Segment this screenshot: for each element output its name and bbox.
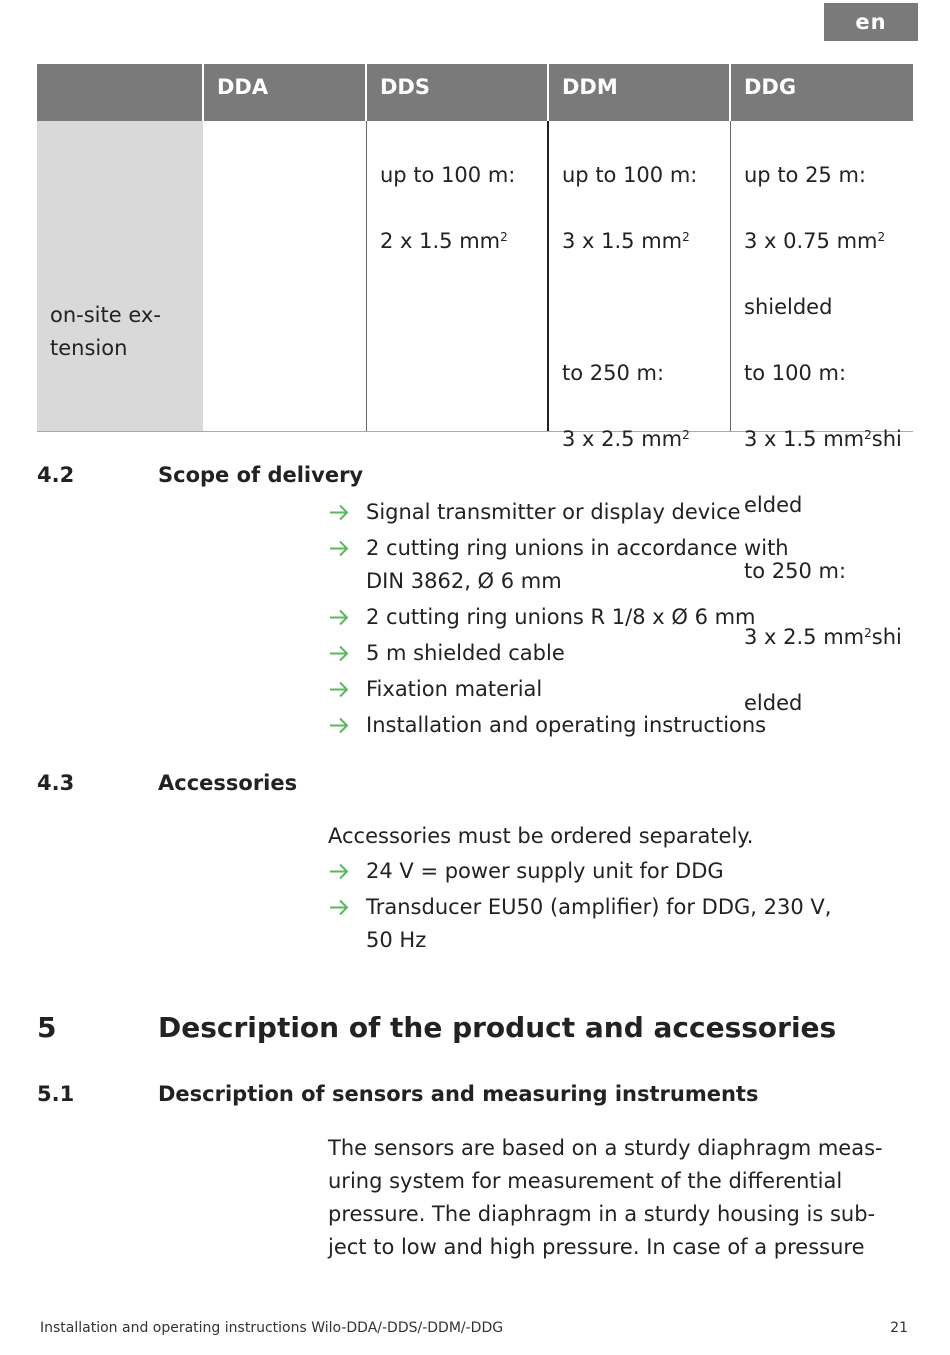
list-item-text: 24 V = power supply unit for DDG — [366, 859, 724, 883]
list-item — [328, 496, 789, 529]
list-item — [328, 532, 789, 598]
list-item — [328, 891, 831, 957]
sensors-description: The sensors are based on a sturdy diaphragm meas- uring system for measurement of the differential pressure. The diaphragm in a sturdy housing is sub- ject to low and high pressure. In case of a pressure — [328, 1136, 883, 1259]
col-header-ddm: DDM — [562, 75, 618, 99]
arrow-right-icon — [328, 855, 354, 888]
list-item-text: 2 cutting ring unions R 1/8 x Ø 6 mm — [366, 605, 756, 629]
arrow-right-icon — [328, 496, 354, 529]
page-number: 21 — [890, 1320, 908, 1336]
delivery-list — [328, 496, 789, 745]
language-badge: en — [824, 3, 918, 41]
table-header-row — [37, 64, 913, 121]
list-item-text: Signal transmitter or display device — [366, 500, 741, 524]
column-divider — [730, 121, 731, 432]
cell-ddm-line: up to 100 m: — [562, 163, 698, 187]
column-divider — [547, 121, 549, 432]
accessories-list — [328, 855, 831, 960]
list-item — [328, 855, 831, 888]
col-header-dds: DDS — [380, 75, 430, 99]
header-divider — [202, 64, 204, 121]
cell-dds-line: up to 100 m: — [380, 163, 516, 187]
cell-ddm-line: 3 x 1.5 $mm^2$ — [562, 229, 690, 253]
cell-ddm-line: 3 x 2.5 $mm^2$ — [562, 427, 690, 451]
section-title: Scope of delivery — [158, 463, 364, 487]
arrow-right-icon — [328, 637, 354, 670]
list-item — [328, 673, 789, 706]
cell-ddg-line: to 100 m: — [744, 361, 847, 385]
list-item-text: Transducer EU50 (amplifier) for DDG, 230 V, 50 Hz — [366, 895, 832, 952]
cell-ddg-line: 3 x 2.5 $mm^2shi$ — [744, 625, 902, 649]
section-number: 5.1 — [37, 1082, 75, 1106]
section-title: Accessories — [158, 771, 298, 795]
accessories-intro: Accessories must be ordered separately. — [328, 824, 754, 848]
list-item-text: Fixation material — [366, 677, 543, 701]
cell-ddg-line: 3 x 1.5 $mm^2shi$ — [744, 427, 902, 451]
chapter-title: Description of the product and accessories — [158, 1011, 837, 1044]
cell-ddg-line: elded — [744, 691, 803, 715]
arrow-right-icon — [328, 601, 354, 634]
section-number: 4.3 — [37, 771, 75, 795]
cell-dds-line: 2 x 1.5 $mm^2$ — [380, 229, 508, 253]
column-divider — [366, 121, 367, 432]
footer-title: Installation and operating instructions Wilo-DDA/-DDS/-DDM/-DDG — [40, 1320, 504, 1336]
list-item — [328, 709, 789, 742]
list-item — [328, 601, 789, 634]
list-item-text: Installation and operating instructions — [366, 713, 767, 737]
cell-dds — [380, 126, 515, 291]
cell-ddg-line: shielded — [744, 295, 833, 319]
section-title: Description of sensors and measuring instruments — [158, 1082, 759, 1106]
header-divider — [365, 64, 367, 121]
cell-ddm-line: to 250 m: — [562, 361, 665, 385]
arrow-right-icon — [328, 532, 354, 565]
arrow-right-icon — [328, 709, 354, 742]
row-label-cell — [37, 121, 203, 432]
arrow-right-icon — [328, 891, 354, 924]
cell-ddm — [562, 126, 697, 489]
list-item-text: 2 cutting ring unions in accordance with DIN 3862, Ø 6 mm — [366, 536, 789, 593]
section-number: 4.2 — [37, 463, 75, 487]
header-divider — [547, 64, 549, 121]
list-item — [328, 637, 789, 670]
col-header-ddg: DDG — [744, 75, 797, 99]
chapter-number: 5 — [37, 1011, 57, 1044]
row-label: on-site ex- tension — [50, 303, 161, 360]
header-divider — [729, 64, 731, 121]
arrow-right-icon — [328, 673, 354, 706]
cell-ddg-line: elded — [744, 493, 803, 517]
col-header-dda: DDA — [217, 75, 269, 99]
cell-ddg-line: 3 x 0.75 $mm^2$ — [744, 229, 886, 253]
cell-ddg-line: up to 25 m: — [744, 163, 867, 187]
list-item-text: 5 m shielded cable — [366, 641, 565, 665]
cell-ddg-line: to 250 m: — [744, 559, 847, 583]
